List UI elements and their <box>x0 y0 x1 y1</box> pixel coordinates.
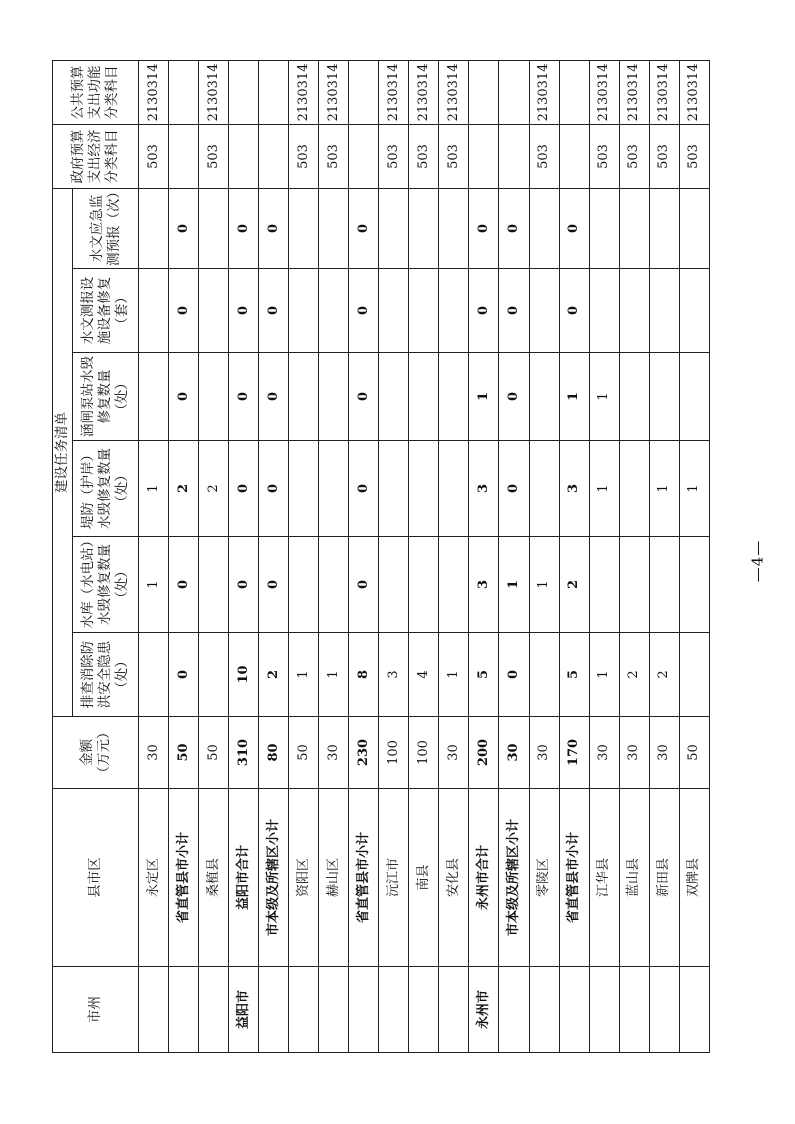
cell-c2: 1 <box>139 537 169 633</box>
cell-c6 <box>619 188 649 268</box>
cell-county: 蓝山县 <box>619 789 649 967</box>
cell-c3 <box>289 441 319 537</box>
cell-econ: 503 <box>619 124 649 188</box>
cell-city <box>529 967 559 1053</box>
cell-city <box>409 967 439 1053</box>
cell-c2 <box>379 537 409 633</box>
header-c3: 堤防（护岸）水毁修复数量（处） <box>73 441 139 537</box>
header-amount: 金额 （万元） <box>53 717 139 789</box>
table-row <box>199 60 229 1052</box>
cell-c2 <box>439 537 469 633</box>
cell-c2: 3 <box>469 537 499 633</box>
table-row <box>379 60 409 1052</box>
cell-c5 <box>139 269 169 353</box>
cell-c6 <box>679 188 709 268</box>
cell-c3 <box>529 441 559 537</box>
cell-econ <box>349 124 379 188</box>
cell-c1: 1 <box>289 633 319 717</box>
cell-c1: 2 <box>259 633 289 717</box>
cell-c2 <box>589 537 619 633</box>
cell-c2: 0 <box>259 537 289 633</box>
cell-c3: 3 <box>469 441 499 537</box>
cell-c6 <box>379 188 409 268</box>
header-shi-zhou: 市州 <box>53 967 139 1053</box>
cell-c1 <box>139 633 169 717</box>
cell-func: 2130314 <box>319 60 349 124</box>
cell-func <box>559 60 589 124</box>
cell-c1 <box>679 633 709 717</box>
table-row <box>529 60 559 1052</box>
cell-func: 2130314 <box>289 60 319 124</box>
table-row <box>649 60 679 1052</box>
cell-c1: 3 <box>379 633 409 717</box>
cell-c4 <box>619 353 649 441</box>
cell-c1: 2 <box>619 633 649 717</box>
cell-amount: 30 <box>139 717 169 789</box>
cell-c6: 0 <box>229 188 259 268</box>
cell-c6 <box>319 188 349 268</box>
cell-county: 省直管县市小计 <box>559 789 589 967</box>
cell-func: 2130314 <box>679 60 709 124</box>
cell-amount: 30 <box>439 717 469 789</box>
cell-c2 <box>289 537 319 633</box>
cell-c6: 0 <box>469 188 499 268</box>
cell-county: 永州市合计 <box>469 789 499 967</box>
cell-econ <box>229 124 259 188</box>
cell-county: 沅江市 <box>379 789 409 967</box>
cell-c2 <box>619 537 649 633</box>
header-county: 县市区 <box>53 789 139 967</box>
table-row <box>679 60 709 1052</box>
cell-amount: 170 <box>559 717 589 789</box>
table-row <box>619 60 649 1052</box>
cell-c2 <box>679 537 709 633</box>
cell-c6: 0 <box>559 188 589 268</box>
cell-c1 <box>199 633 229 717</box>
header-task-group: 建设任务清单 <box>53 188 73 716</box>
cell-county: 市本级及所辖区小计 <box>499 789 529 967</box>
cell-c4: 0 <box>349 353 379 441</box>
cell-c1: 2 <box>649 633 679 717</box>
table-row <box>259 60 289 1052</box>
cell-city <box>559 967 589 1053</box>
cell-c4 <box>529 353 559 441</box>
cell-c3: 1 <box>679 441 709 537</box>
cell-c4 <box>199 353 229 441</box>
cell-county: 江华县 <box>589 789 619 967</box>
cell-amount: 50 <box>289 717 319 789</box>
cell-amount: 50 <box>169 717 199 789</box>
cell-city <box>319 967 349 1053</box>
cell-c3 <box>619 441 649 537</box>
cell-amount: 230 <box>349 717 379 789</box>
cell-amount: 50 <box>679 717 709 789</box>
cell-amount: 30 <box>589 717 619 789</box>
cell-city <box>649 967 679 1053</box>
cell-city <box>439 967 469 1053</box>
cell-c6: 0 <box>259 188 289 268</box>
cell-c2 <box>319 537 349 633</box>
cell-amount: 100 <box>409 717 439 789</box>
cell-c4 <box>289 353 319 441</box>
cell-amount: 30 <box>499 717 529 789</box>
cell-c5 <box>199 269 229 353</box>
cell-county: 资阳区 <box>289 789 319 967</box>
cell-county: 桑植县 <box>199 789 229 967</box>
cell-func: 2130314 <box>589 60 619 124</box>
cell-amount: 30 <box>619 717 649 789</box>
cell-c5 <box>289 269 319 353</box>
cell-c1: 5 <box>559 633 589 717</box>
cell-c3 <box>439 441 469 537</box>
header-c5: 水文测报设施设备修复（套） <box>73 269 139 353</box>
cell-func: 2130314 <box>619 60 649 124</box>
cell-county: 新田县 <box>649 789 679 967</box>
cell-county: 安化县 <box>439 789 469 967</box>
cell-city <box>589 967 619 1053</box>
cell-econ: 503 <box>199 124 229 188</box>
cell-amount: 30 <box>529 717 559 789</box>
cell-func <box>169 60 199 124</box>
cell-c5: 0 <box>559 269 589 353</box>
cell-c5: 0 <box>469 269 499 353</box>
cell-c5: 0 <box>499 269 529 353</box>
header-row-1 <box>53 60 73 1052</box>
cell-func <box>349 60 379 124</box>
cell-c5: 0 <box>169 269 199 353</box>
header-c4: 涵闸泵站水毁修复数量（处） <box>73 353 139 441</box>
cell-c6 <box>589 188 619 268</box>
cell-c4 <box>409 353 439 441</box>
cell-c1: 1 <box>319 633 349 717</box>
cell-city <box>619 967 649 1053</box>
cell-county: 省直管县市小计 <box>349 789 379 967</box>
header-c6: 水文应急监测预报（次） <box>73 188 139 268</box>
cell-econ: 503 <box>319 124 349 188</box>
cell-c6 <box>409 188 439 268</box>
table-row <box>229 60 259 1052</box>
cell-c6 <box>139 188 169 268</box>
cell-c3: 0 <box>259 441 289 537</box>
cell-city <box>349 967 379 1053</box>
page-number: —4— <box>748 539 767 583</box>
cell-c1: 8 <box>349 633 379 717</box>
cell-amount: 30 <box>319 717 349 789</box>
cell-c4: 0 <box>259 353 289 441</box>
construction-task-table <box>52 60 710 1053</box>
cell-county: 市本级及所辖区小计 <box>259 789 289 967</box>
cell-c1: 5 <box>469 633 499 717</box>
cell-econ: 503 <box>409 124 439 188</box>
cell-county: 赫山区 <box>319 789 349 967</box>
cell-c6: 0 <box>349 188 379 268</box>
cell-c3: 0 <box>499 441 529 537</box>
cell-c3: 2 <box>199 441 229 537</box>
cell-c2: 0 <box>169 537 199 633</box>
cell-econ: 503 <box>589 124 619 188</box>
cell-city <box>139 967 169 1053</box>
cell-c5: 0 <box>229 269 259 353</box>
cell-c3 <box>319 441 349 537</box>
cell-c4 <box>379 353 409 441</box>
cell-c6 <box>529 188 559 268</box>
cell-c1: 0 <box>499 633 529 717</box>
cell-c4 <box>319 353 349 441</box>
cell-c2: 0 <box>349 537 379 633</box>
cell-county: 省直管县市小计 <box>169 789 199 967</box>
cell-econ: 503 <box>679 124 709 188</box>
cell-c4: 1 <box>469 353 499 441</box>
cell-c1: 1 <box>589 633 619 717</box>
cell-c4 <box>139 353 169 441</box>
table-row <box>559 60 589 1052</box>
cell-c3: 1 <box>139 441 169 537</box>
cell-c2 <box>649 537 679 633</box>
cell-city: 永州市 <box>469 967 499 1053</box>
table-row <box>319 60 349 1052</box>
cell-c1: 10 <box>229 633 259 717</box>
header-c2: 水库（水电站）水毁修复数量（处） <box>73 537 139 633</box>
cell-city <box>679 967 709 1053</box>
cell-func <box>229 60 259 124</box>
cell-c4 <box>439 353 469 441</box>
cell-c2 <box>409 537 439 633</box>
cell-econ: 503 <box>289 124 319 188</box>
cell-c2: 1 <box>529 537 559 633</box>
cell-econ: 503 <box>649 124 679 188</box>
cell-city <box>289 967 319 1053</box>
cell-c2: 0 <box>229 537 259 633</box>
cell-c2: 1 <box>499 537 529 633</box>
cell-func <box>499 60 529 124</box>
cell-county: 双牌县 <box>679 789 709 967</box>
cell-func: 2130314 <box>529 60 559 124</box>
table-row <box>469 60 499 1052</box>
cell-c5 <box>529 269 559 353</box>
cell-county: 永定区 <box>139 789 169 967</box>
cell-c3: 0 <box>349 441 379 537</box>
rotated-page <box>52 63 710 1053</box>
cell-city <box>199 967 229 1053</box>
cell-econ <box>559 124 589 188</box>
cell-c2: 2 <box>559 537 589 633</box>
cell-city <box>259 967 289 1053</box>
table-row <box>589 60 619 1052</box>
header-c1: 排查消除防洪安全隐患（处） <box>73 633 139 717</box>
cell-c1: 1 <box>439 633 469 717</box>
cell-city <box>169 967 199 1053</box>
cell-c5 <box>589 269 619 353</box>
cell-c4 <box>679 353 709 441</box>
cell-c3: 0 <box>229 441 259 537</box>
cell-c6 <box>289 188 319 268</box>
cell-econ <box>259 124 289 188</box>
cell-c6: 0 <box>499 188 529 268</box>
cell-c3: 2 <box>169 441 199 537</box>
cell-county: 南县 <box>409 789 439 967</box>
cell-c4: 0 <box>229 353 259 441</box>
cell-city <box>379 967 409 1053</box>
cell-c6 <box>199 188 229 268</box>
cell-c5 <box>619 269 649 353</box>
cell-c5 <box>319 269 349 353</box>
cell-c5 <box>439 269 469 353</box>
cell-c5 <box>379 269 409 353</box>
cell-amount: 310 <box>229 717 259 789</box>
cell-econ: 503 <box>139 124 169 188</box>
cell-amount: 50 <box>199 717 229 789</box>
cell-c2 <box>199 537 229 633</box>
table-row <box>409 60 439 1052</box>
cell-c5 <box>679 269 709 353</box>
cell-func: 2130314 <box>379 60 409 124</box>
cell-city: 益阳市 <box>229 967 259 1053</box>
cell-c4: 0 <box>499 353 529 441</box>
table-row <box>169 60 199 1052</box>
cell-c4: 1 <box>559 353 589 441</box>
cell-county: 零陵区 <box>529 789 559 967</box>
cell-c3 <box>379 441 409 537</box>
cell-amount: 80 <box>259 717 289 789</box>
cell-c1 <box>529 633 559 717</box>
cell-func: 2130314 <box>409 60 439 124</box>
cell-c3: 1 <box>589 441 619 537</box>
header-econ-class: 政府预算支出经济分类科目 <box>53 124 139 188</box>
cell-econ <box>499 124 529 188</box>
cell-econ: 503 <box>439 124 469 188</box>
cell-c1: 0 <box>169 633 199 717</box>
cell-func: 2130314 <box>199 60 229 124</box>
cell-func <box>259 60 289 124</box>
cell-c3 <box>409 441 439 537</box>
cell-c3: 3 <box>559 441 589 537</box>
cell-c4: 0 <box>169 353 199 441</box>
cell-c5: 0 <box>259 269 289 353</box>
cell-c5 <box>409 269 439 353</box>
header-func-class: 公共预算支出功能分类科目 <box>53 60 139 124</box>
cell-econ <box>169 124 199 188</box>
cell-county: 益阳市合计 <box>229 789 259 967</box>
cell-c4: 1 <box>589 353 619 441</box>
table-row <box>139 60 169 1052</box>
cell-c5 <box>649 269 679 353</box>
table-row <box>499 60 529 1052</box>
cell-func: 2130314 <box>139 60 169 124</box>
cell-c3: 1 <box>649 441 679 537</box>
cell-func <box>469 60 499 124</box>
cell-func: 2130314 <box>439 60 469 124</box>
table-row <box>289 60 319 1052</box>
table-row <box>439 60 469 1052</box>
cell-econ <box>469 124 499 188</box>
cell-c6 <box>439 188 469 268</box>
cell-econ: 503 <box>529 124 559 188</box>
cell-city <box>499 967 529 1053</box>
cell-c6 <box>649 188 679 268</box>
cell-amount: 30 <box>649 717 679 789</box>
cell-econ: 503 <box>379 124 409 188</box>
cell-c1: 4 <box>409 633 439 717</box>
table-row <box>349 60 379 1052</box>
cell-func: 2130314 <box>649 60 679 124</box>
cell-amount: 200 <box>469 717 499 789</box>
cell-c5: 0 <box>349 269 379 353</box>
cell-c6: 0 <box>169 188 199 268</box>
cell-c4 <box>649 353 679 441</box>
cell-amount: 100 <box>379 717 409 789</box>
